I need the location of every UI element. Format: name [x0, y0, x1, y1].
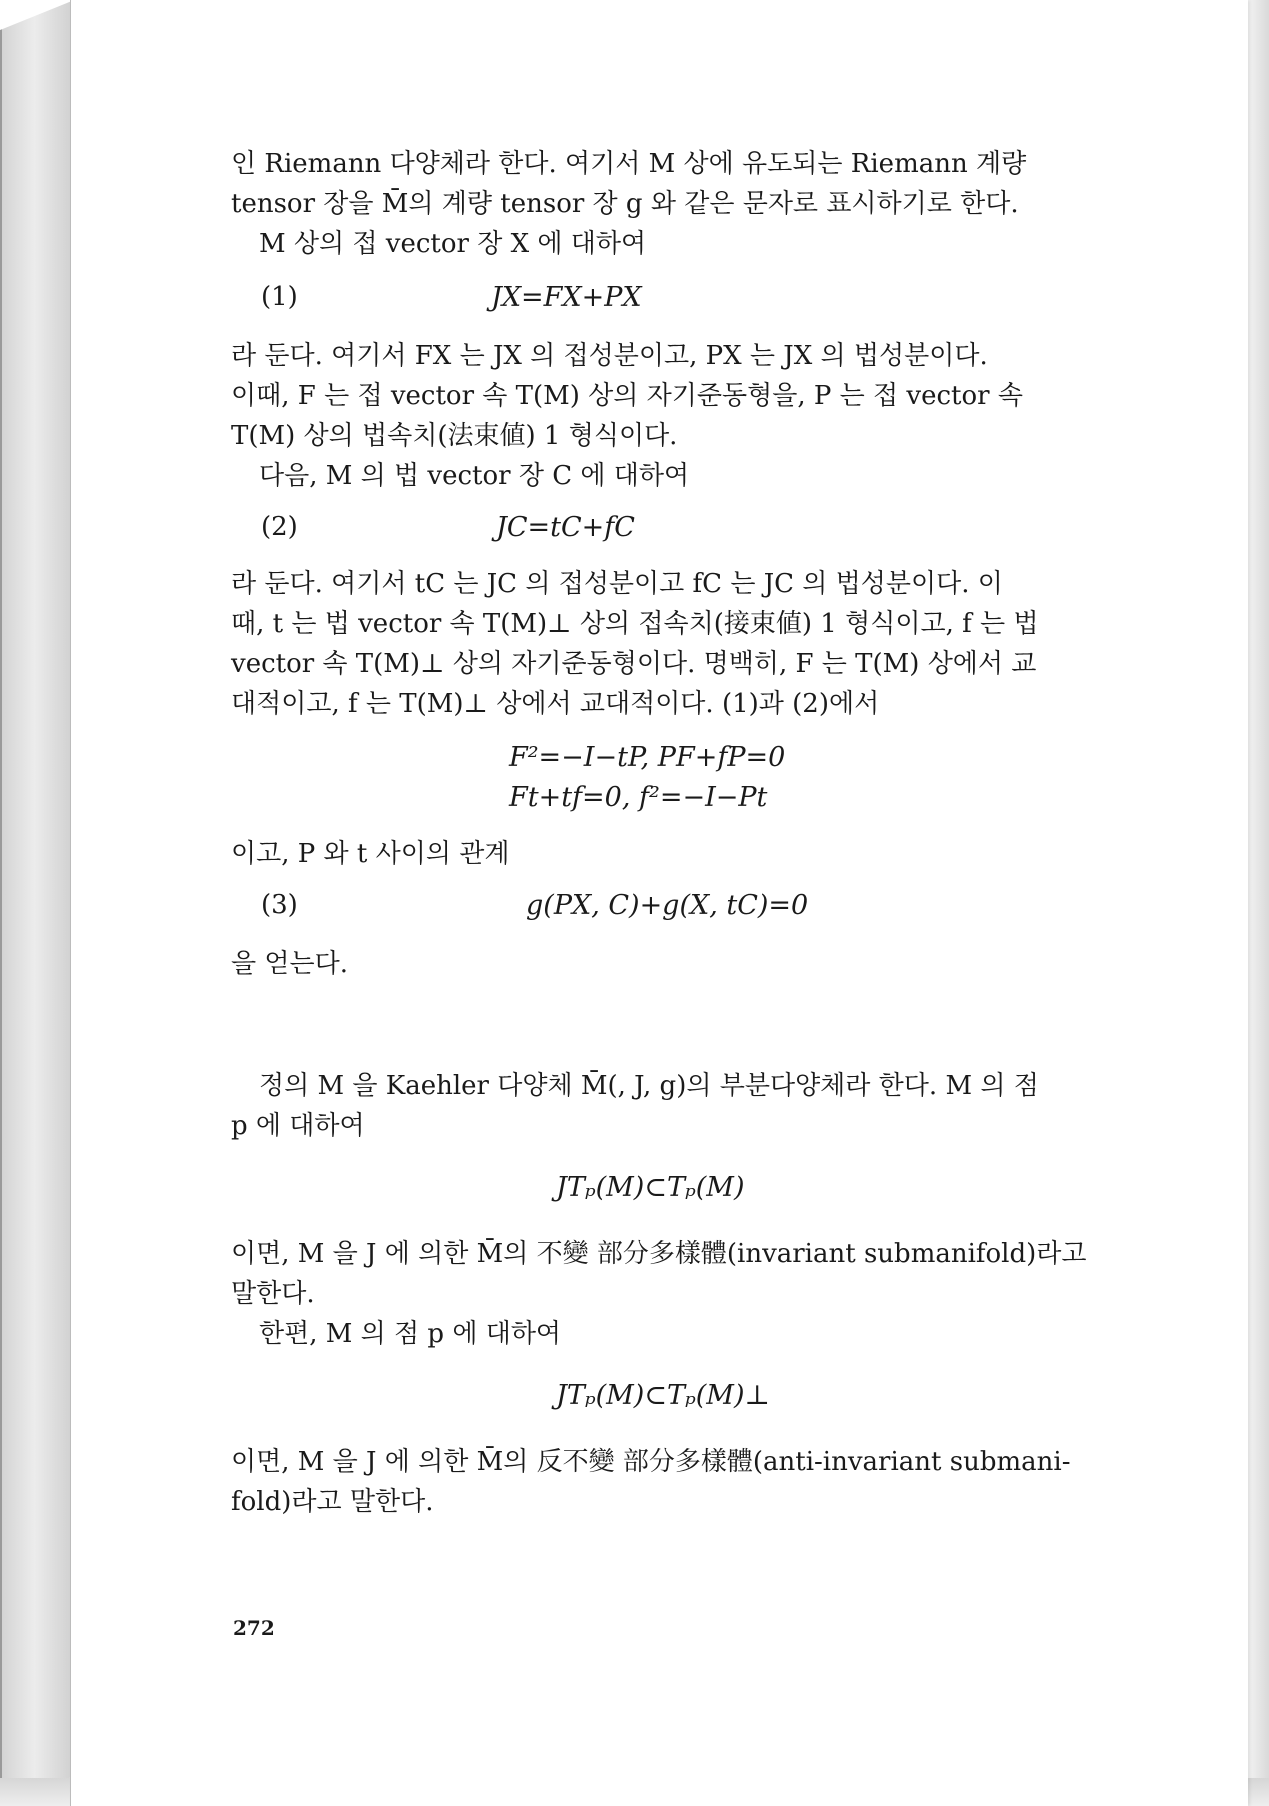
book-page: [70, 0, 1248, 1806]
equation-number: (3): [261, 890, 298, 920]
text-line: 인 Riemann 다양체라 한다. 여기서 M 상에 유도되는 Riemann 계량: [231, 149, 1027, 179]
equation-number: (2): [261, 512, 298, 542]
text-line: 이면, M 을 J 에 의한 M̄의 反不變 部分多樣體(anti-invariant submani-: [231, 1447, 1071, 1477]
text-line: 이때, F 는 접 vector 속 T(M) 상의 자기준동형을, P 는 접 vector 속: [231, 381, 1023, 411]
text-line: tensor 장을 M̄의 계량 tensor 장 g 와 같은 문자로 표시하기로 한다.: [231, 189, 1019, 219]
text-line: 한편, M 의 점 p 에 대하여: [259, 1319, 562, 1349]
text-line: 을 얻는다.: [231, 949, 348, 979]
text-line: 라 둔다. 여기서 tC 는 JC 의 접성분이고 fC 는 JC 의 법성분이다. 이: [231, 569, 1003, 599]
equation: JTₚ(M)⊂Tₚ(M)⊥: [556, 1380, 770, 1411]
text-line: 말한다.: [231, 1279, 315, 1309]
text-line: 정의 M 을 Kaehler 다양체 M̄(, J, g)의 부분다양체라 한다. M 의 점: [259, 1071, 1039, 1101]
equation: JX=FX+PX: [491, 282, 642, 313]
text-line: 다음, M 의 법 vector 장 C 에 대하여: [259, 461, 690, 491]
text-line: fold)라고 말한다.: [231, 1487, 434, 1517]
text-line: p 에 대하여: [231, 1111, 365, 1141]
text-line: 대적이고, f 는 T(M)⊥ 상에서 교대적이다. (1)과 (2)에서: [231, 689, 880, 719]
page-number: 272: [233, 1616, 275, 1640]
text-line: 라 둔다. 여기서 FX 는 JX 의 접성분이고, PX 는 JX 의 법성분이다.: [231, 341, 988, 371]
equation: Ft+tf=0, f²=−I−Pt: [509, 782, 768, 813]
equation: JTₚ(M)⊂Tₚ(M): [556, 1172, 745, 1203]
text-line: 이고, P 와 t 사이의 관계: [231, 839, 510, 869]
book-edge: [1247, 0, 1269, 1806]
text-line: vector 속 T(M)⊥ 상의 자기준동형이다. 명백히, F 는 T(M) 상에서 교: [231, 649, 1037, 679]
text-line: 때, t 는 법 vector 속 T(M)⊥ 상의 접속치(接束値) 1 형식이고, f 는 법: [231, 609, 1039, 639]
text-line: 이면, M 을 J 에 의한 M̄의 不變 部分多樣體(invariant submanifold)라고: [231, 1239, 1087, 1269]
equation: F²=−I−tP, PF+fP=0: [509, 742, 786, 773]
text-line: T(M) 상의 법속치(法束値) 1 형식이다.: [231, 421, 678, 451]
text-line: M 상의 접 vector 장 X 에 대하여: [259, 229, 647, 259]
equation: g(PX, C)+g(X, tC)=0: [526, 890, 809, 921]
equation-number: (1): [261, 282, 298, 312]
equation: JC=tC+fC: [496, 512, 635, 543]
book-spine: [0, 0, 74, 1806]
